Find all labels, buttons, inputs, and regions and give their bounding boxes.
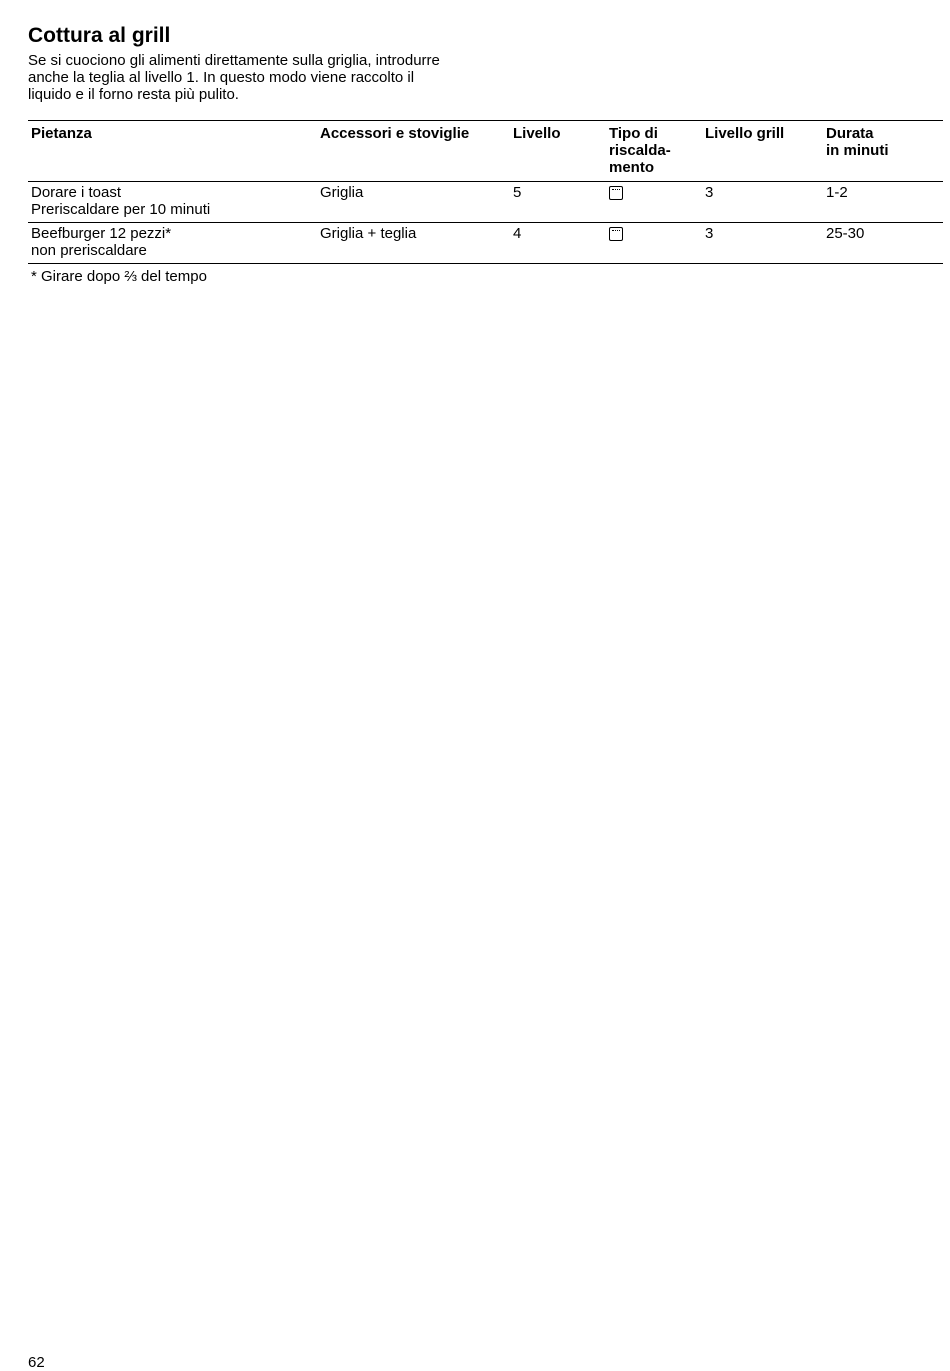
cell-durata: 25-30 [826, 225, 865, 242]
cell-livello-grill: 3 [705, 184, 714, 201]
header-text: Tipo di [609, 125, 658, 142]
header-text: Accessori e stoviglie [320, 125, 470, 142]
cell-tipo-riscaldamento [609, 225, 623, 241]
header-accessori [320, 125, 469, 142]
table-header-row [28, 121, 943, 182]
cell-livello: 5 [513, 184, 522, 201]
header-livello-grill [705, 125, 784, 142]
cell-accessori: Griglia + teglia [320, 225, 417, 242]
grill-table [28, 120, 943, 264]
cell-livello-grill: 3 [705, 225, 714, 242]
table-row [28, 223, 943, 264]
header-text: in minuti [826, 142, 889, 159]
cell-pietanza [31, 225, 171, 259]
cell-text: Dorare i toast [31, 184, 122, 201]
header-text: Pietanza [31, 125, 92, 142]
cell-livello: 4 [513, 225, 522, 242]
header-text: Durata [826, 125, 874, 142]
page-number: 62 [28, 1354, 45, 1371]
section-title: Cottura al grill [28, 24, 171, 47]
intro-line: Se si cuociono gli alimenti direttamente sulla griglia, introdurre [28, 52, 440, 69]
table-row [28, 182, 943, 223]
cell-text: Preriscaldare per 10 minuti [31, 201, 211, 218]
intro-line: anche la teglia al livello 1. In questo modo viene raccolto il [28, 69, 415, 86]
header-text: riscalda- [609, 142, 671, 159]
header-text: Livello grill [705, 125, 785, 142]
table-footnote: * Girare dopo ⅔ del tempo [31, 268, 207, 285]
cell-accessori: Griglia [320, 184, 364, 201]
cell-tipo-riscaldamento [609, 184, 623, 200]
cell-pietanza [31, 184, 210, 218]
header-text: Livello [513, 125, 561, 142]
cell-durata: 1-2 [826, 184, 848, 201]
grill-heating-icon [609, 227, 623, 241]
intro-line: liquido e il forno resta più pulito. [28, 86, 239, 103]
header-pietanza [31, 125, 92, 142]
intro-paragraph [28, 52, 488, 103]
header-text: mento [609, 159, 654, 176]
cell-text: Beefburger 12 pezzi* [31, 225, 172, 242]
header-tipo-riscaldamento [609, 125, 671, 176]
cell-text: non preriscaldare [31, 242, 147, 259]
header-durata [826, 125, 889, 159]
grill-heating-icon [609, 186, 623, 200]
header-livello [513, 125, 561, 142]
